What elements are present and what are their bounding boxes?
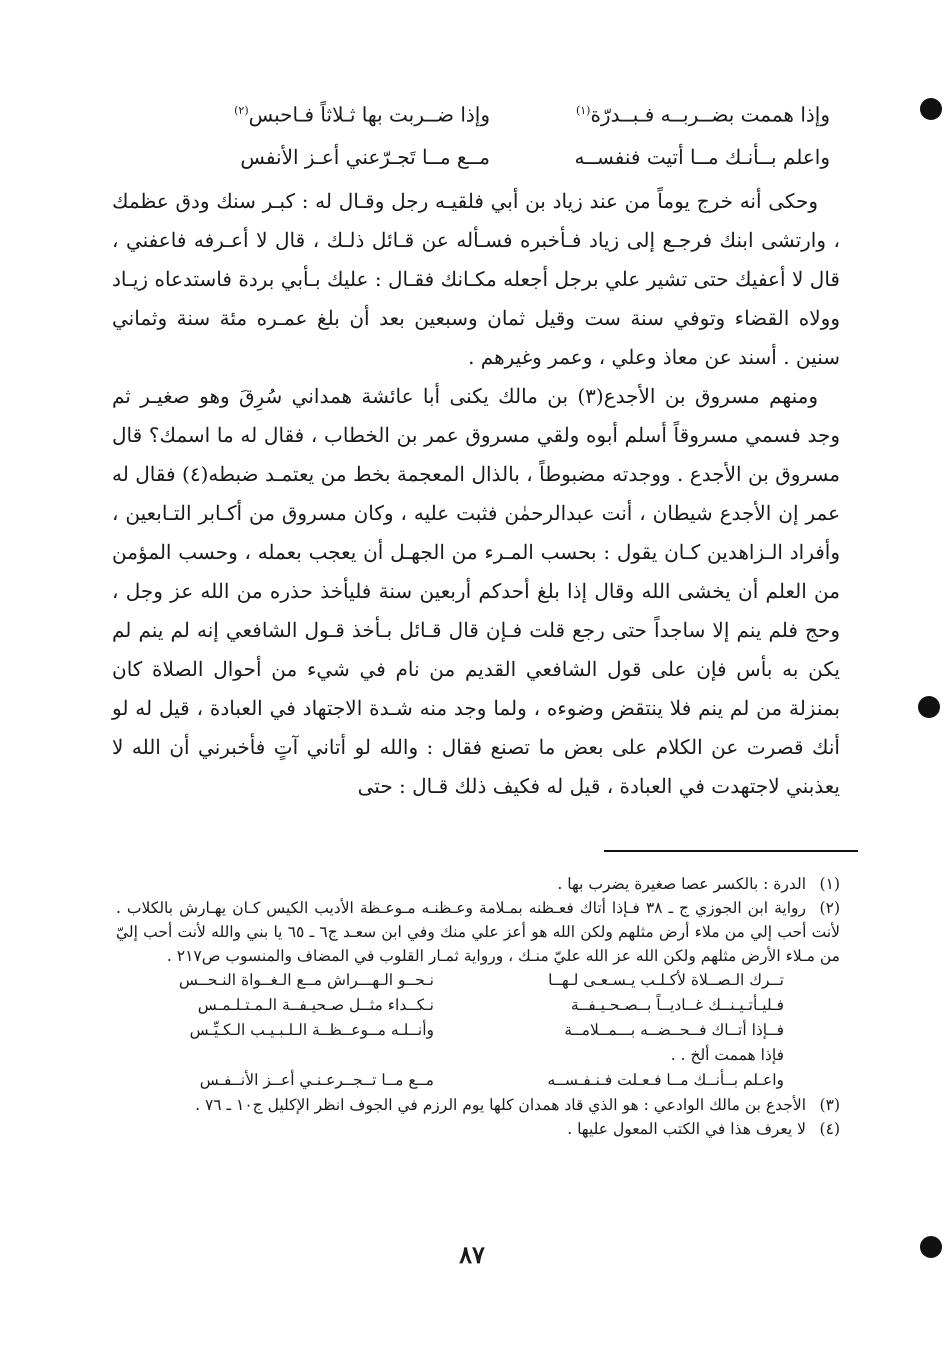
- verse-line: [190, 136, 830, 178]
- footnote-separator: [604, 850, 858, 852]
- footnotes: [116, 872, 840, 1141]
- paragraph: وحكى أنه خرج يوماً من عند زياد بن أبي فلقيـه رجل وقـال له : كبـر سنك ودق عظمك ، وارتشى ابنك فرجـع إلى زياد فـأخبره فسـأله عن قـائل ذلـك ، قال لا أعـرفه فاعفني ، قال لا أعفيك حتى تشير علي برجل أجعله مكـانك فقـال : عليك بـأبي بردة فاستدعاه زيـاد وولاه القضاء وتوفي سنة ست وقيل ثمان وسبعين بعد أن بلغ عمـره مئة سنة وثماني سنين . أسند عن معاذ وعلي ، وعمر وغيرهم .: [112, 188, 840, 369]
- verse-hemistich-right: واعلم بــأنـك مــا أتيت فنفســه: [574, 144, 830, 169]
- footnote-verse-text: فإذا هممت ألخ . .: [670, 1046, 784, 1064]
- footnote-verse-line: تــرك الـصــلاة لأكـلـب يـسـعـى لـهــا نـحــو الـهـــراش مــع الـغــواة النـحــس: [178, 971, 784, 989]
- footnote-verse-line: فــإذا أتــاك فــحــضــه بـــمــلامــة وأنــلـه مــوعــظــة الـلـبـيـب الـكـيِّـس: [189, 1021, 784, 1039]
- footnote-verse-line: فـليـأتـيـنــك غــاديــاً بــصـحـيـفــة نـكــداء مثــل صـحيـفــة الـمـتـلـمـس: [197, 996, 784, 1014]
- footnote-1: (١)الدرة : بالكسر عصا صغيرة يضرب بها .: [557, 875, 840, 893]
- footnote-verse-line: واعـلم بــأنــك مــا فـعـلت فـنـفـســه مــع مــا تــجــرعـنـي أعــز الأنــفـس: [199, 1071, 784, 1089]
- footnote-3: (٣)الأجدع بن مالك الوادعي : هو الذي قاد همدان كلها يوم الرزم في الجوف انظر الإكليل ج١٠ ـ ٧٦ .: [195, 1096, 840, 1114]
- verse-hemistich-left: مــع مــا تَجـرّعني أعـز الأنفس: [240, 144, 490, 169]
- page-number: ٨٧: [459, 1240, 485, 1269]
- main-text: [112, 90, 840, 806]
- binder-hole-middle: [918, 696, 940, 718]
- footnote-4: (٤)لا يعرف هذا في الكتب المعول عليها .: [567, 1120, 840, 1138]
- footnote-2: (٢)رواية ابن الجوزي ج ـ ٣٨ فـإذا أتاك فعـظنه بمـلامة وعـظنـه مـوعـظة الأديب الكيس كـان يهـارش بالكلاب . لأنت أحب إلي من ملاء أرض مثلهم ولكن الله هو أعز علي منك وفي ابن سعـد ج٦ ـ ٦٥ يا بني والله لأنت أحب إليّ من مـلاء الأرض مثلهم ولكن الله عز الله عليّ منـك ، ورواية ثمـار القلوب في المضاف والمنسوب ص٢١٧ .: [116, 899, 840, 965]
- verse-hemistich-right: وإذا هممت بضــربــه فـبــدرّة$^{(١)}$: [575, 102, 830, 127]
- verse-line: [190, 90, 830, 136]
- binder-hole-top: [920, 98, 942, 120]
- footnote-2-verses: [164, 968, 840, 1093]
- poem-verses: [190, 90, 830, 178]
- verse-hemistich-left: وإذا ضــربت بها ثـلاثاً فـاحبس$^{(٢)}$: [234, 102, 490, 127]
- paragraph: ومنهم مسروق بن الأجدع(٣) بن مالك يكنى أبا عائشة همداني سُرِقَ وهو صغيـر ثم وجد فسمي مسروقاً أسلم أبوه ولقي مسروق عمر بن الخطاب ، فقال له ما اسمك؟ قال مسروق بن الأجدع . ووجدته مضبوطاً ، بالذال المعجمة بخط من يعتمـد ضبطه(٤) فقال له عمر إن الأجدع شيطان ، أنت عبدالرحمٰن فثبت عليه ، وكان مسروق من أكـابر التـابعين ، وأفراد الـزاهدين كـان يقول : بحسب المـرء من الجهـل أن يعجب بعمله ، وحسب المؤمن من العلم أن يخشى الله وقال إذا بلغ أحدكم أربعين سنة فليأخذ حذره من الله عز وجل ، وحج فلم ينم إلا ساجداً حتى رجع قلت فـإن قال قـائل بـأخذ قـول الشافعي إنه لم ينم لم يكن به بأس فإن على قول الشافعي القديم من نام في شيء من أحوال الصلاة كان بمنزلة من لم ينم فلا ينتقض وضوءه ، ولما وجد منه شـدة الاجتهاد في العبادة ، قيل له لو أنك قصرت عن الكلام على بعض ما تصنع فقال : والله لو أتاني آتٍ فأخبرني أن الله لا يعذبني لاجتهدت في العبادة ، قيل له فكيف ذلك قـال : حتى: [112, 383, 841, 798]
- binder-hole-bottom: [920, 1236, 942, 1258]
